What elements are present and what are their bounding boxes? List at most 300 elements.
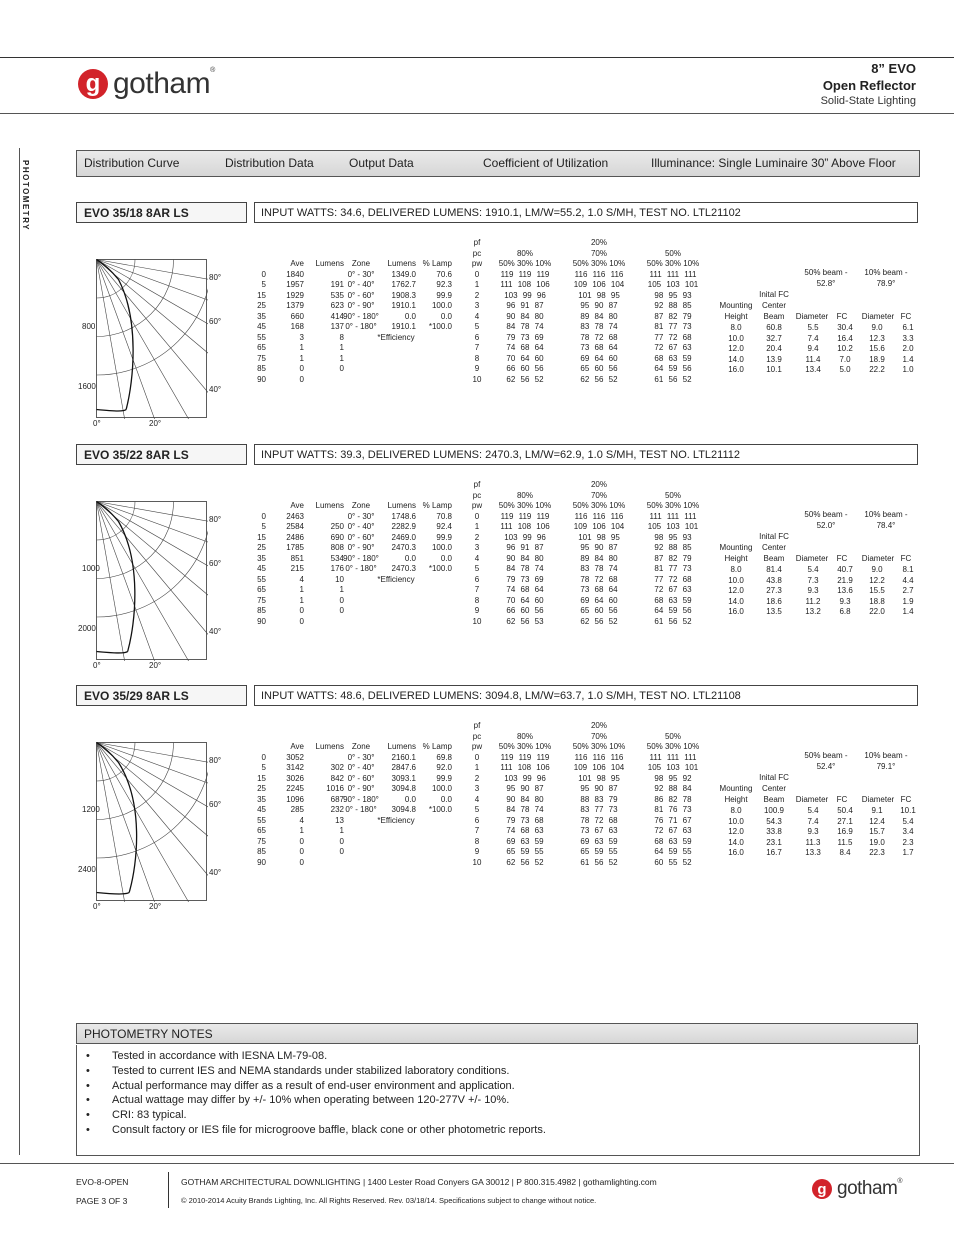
- table-row: [248, 795, 344, 806]
- curve-grid-ray: [97, 260, 209, 360]
- section-info: INPUT WATTS: 48.6, DELIVERED LUMENS: 3094.8, LM/W=63.7, 1.0 S/MH, TEST NO. LTL21108: [254, 685, 918, 706]
- cu-cell: 5: [474, 322, 480, 331]
- illum-cell: 14.0: [728, 596, 744, 606]
- output-header-lamp: % Lamp: [422, 501, 452, 510]
- table-row: [466, 753, 710, 764]
- cu-cell: 86 82 78: [654, 794, 692, 804]
- cu-cell: 96 91 87: [506, 543, 544, 552]
- cu-cell: 61 56 52: [654, 374, 692, 384]
- dist-cell: 842: [330, 773, 344, 783]
- curve-frame: [97, 260, 207, 418]
- illum-h2-beam: Beam: [763, 554, 785, 563]
- cu-sub-header: 50% 30% 10%: [498, 742, 552, 751]
- output-cell: 90° - 180°: [343, 311, 379, 321]
- output-cell: 90° - 180°: [343, 794, 379, 804]
- dist-cell: 85: [257, 847, 266, 856]
- gotham-logo: [78, 67, 215, 101]
- table-row: [466, 617, 710, 628]
- cu-cell: 92 88 85: [654, 301, 692, 310]
- note-item: • Tested in accordance with IESNA LM-79-08.: [112, 1049, 919, 1064]
- curve-grid-ray: [97, 743, 209, 872]
- notes-list: [77, 1049, 919, 1138]
- table-row: [248, 364, 344, 375]
- dist-cell: 55: [257, 574, 266, 584]
- output-cell: 1910.1: [391, 322, 416, 331]
- cu-cell: 73 68 64: [580, 585, 618, 594]
- dist-cell: [304, 512, 344, 523]
- cu-cell: 84 78 74: [506, 564, 544, 573]
- output-header-zone: Zone: [351, 259, 371, 268]
- cu-cell: 77 72 68: [654, 574, 692, 584]
- output-cell: 0° - 40°: [347, 763, 375, 772]
- illum-cell: 9.3: [839, 596, 851, 606]
- dist-cell: 35: [257, 553, 266, 563]
- cu-table: [466, 238, 710, 385]
- dist-header-lumens: Lumens: [315, 501, 344, 510]
- distribution-data-table: [248, 501, 344, 627]
- output-cell: 0° - 40°: [347, 522, 375, 531]
- table-row: [340, 763, 452, 774]
- output-header-zone: Zone: [351, 501, 371, 510]
- dist-cell: 90: [257, 374, 266, 384]
- illum-h1-height: Height: [724, 312, 748, 321]
- section-info: INPUT WATTS: 39.3, DELIVERED LUMENS: 2470.3, LM/W=62.9, 1.0 S/MH, TEST NO. LTL21112: [254, 444, 918, 465]
- illum-h1-height: Height: [724, 795, 748, 804]
- table-row: [248, 826, 344, 837]
- dist-cell: 10: [335, 574, 344, 584]
- cu-cell: 89 84 80: [580, 553, 618, 563]
- table-row: [248, 596, 344, 607]
- cu-cell: 64 59 56: [654, 606, 692, 615]
- cu-pf-label: pf: [473, 721, 481, 730]
- table-row: [340, 322, 452, 333]
- cu-cell: 10: [472, 857, 482, 867]
- side-band: [19, 148, 20, 1155]
- cu-group-header: 80%: [516, 731, 533, 741]
- table-row: [248, 322, 344, 333]
- illum-cell: 5.4: [807, 806, 819, 815]
- output-cell: 1910.1: [391, 301, 416, 310]
- cu-cell: 1: [474, 522, 480, 531]
- cu-group-header: 70%: [590, 490, 607, 500]
- table-row: [248, 522, 344, 533]
- illum-cell: 13.9: [766, 354, 782, 364]
- dist-cell: 45: [257, 564, 266, 573]
- illum-h3-fc: FC: [900, 312, 912, 321]
- illum-h2-center: Center: [761, 301, 786, 310]
- output-cell: *100.0: [428, 322, 452, 331]
- illum-cell: 9.1: [871, 806, 883, 815]
- beam-10-label: 10% beam - 78.4°: [864, 510, 908, 530]
- cu-cell: 84 78 74: [506, 322, 544, 331]
- table-row: [248, 564, 344, 575]
- tab-illuminance: Illuminance: Single Luminaire 30” Above Floor: [651, 156, 896, 170]
- table-row: [340, 805, 452, 816]
- table-row: [340, 753, 452, 764]
- illum-cell: 13.3: [805, 848, 821, 857]
- illuminance-table: [718, 268, 920, 376]
- illum-cell: 60.8: [766, 323, 782, 332]
- illum-cell: 12.3: [869, 333, 885, 343]
- dist-cell: 35: [257, 311, 266, 321]
- output-header-lamp: % Lamp: [422, 259, 452, 268]
- curve-angle-label: 20°: [149, 661, 162, 670]
- footer-copyright: © 2010-2014 Acuity Brands Lighting, Inc. All Rights Reserved. Rev. 03/18/14. Specifications subject to change without notice.: [181, 1196, 597, 1205]
- curve-angle-label: 60°: [209, 317, 222, 326]
- table-row: [248, 280, 344, 291]
- table-row: [466, 606, 710, 617]
- table-row: [466, 774, 710, 785]
- dist-cell: 0: [299, 836, 304, 846]
- cu-cell: 7: [474, 343, 480, 352]
- output-cell: 3094.8: [391, 805, 416, 814]
- distribution-curve: [96, 501, 208, 666]
- dist-cell: 5: [261, 280, 266, 289]
- output-cell: *100.0: [428, 805, 452, 814]
- cu-cell: 1: [474, 763, 480, 772]
- cu-cell: 95 90 87: [580, 543, 618, 552]
- table-row: [466, 837, 710, 848]
- cu-cell: 105 103 101: [647, 763, 699, 772]
- beam-50-label: 50% beam - 52.4°: [804, 751, 848, 771]
- dist-cell: 45: [257, 322, 266, 331]
- dist-cell: 15: [257, 773, 266, 783]
- table-row: [466, 554, 710, 565]
- dist-cell: 3: [299, 332, 304, 342]
- table-row: [466, 795, 710, 806]
- output-cell: 0.0: [404, 311, 416, 321]
- title-block: [821, 60, 916, 108]
- cu-pc-label: pc: [472, 731, 482, 741]
- illum-cell: 11.2: [805, 596, 821, 606]
- illum-cell: 16.7: [766, 848, 782, 857]
- efficiency-note: *Efficiency: [377, 332, 415, 342]
- cu-cell: 72 67 63: [654, 585, 692, 594]
- illum-cell: 50.4: [837, 806, 853, 815]
- dist-header-lumens: Lumens: [315, 259, 344, 268]
- curve-grid-arc: [97, 502, 209, 618]
- dist-cell: [304, 270, 344, 281]
- cu-cell: 103 99 96: [504, 773, 546, 783]
- section-name: EVO 35/29 8AR LS: [76, 685, 247, 706]
- table-row: [718, 586, 920, 597]
- table-row: [466, 847, 710, 858]
- beam-10-label: 10% beam - 79.1°: [864, 751, 908, 771]
- cu-cell: 78 72 68: [580, 574, 618, 584]
- illum-cell: 22.2: [869, 365, 885, 374]
- cu-cell: 88 83 79: [580, 794, 618, 804]
- cu-cell: 116 116 116: [574, 511, 624, 521]
- cu-cell: 116 116 116: [574, 269, 624, 279]
- cu-group-header: 80%: [516, 248, 533, 258]
- illum-cell: 10.0: [728, 575, 744, 585]
- cu-cell: 69 64 60: [580, 353, 618, 363]
- dist-cell: 1: [299, 595, 304, 605]
- cu-cell: 6: [474, 574, 480, 584]
- cu-table: [466, 721, 710, 868]
- output-cell: 0° - 30°: [347, 752, 375, 762]
- curve-radius-label: 800: [82, 322, 96, 331]
- curve-grid-arc: [97, 743, 209, 859]
- cu-sub-header: 50% 30% 10%: [646, 501, 700, 510]
- table-row: [248, 585, 344, 596]
- dist-cell: 232: [330, 805, 344, 814]
- output-header-lamp: % Lamp: [422, 742, 452, 751]
- cu-cell: 3: [474, 784, 480, 793]
- distribution-curve-svg: [96, 742, 208, 902]
- cu-cell: 68 63 59: [654, 595, 692, 605]
- output-cell: 2470.3: [391, 564, 416, 573]
- dist-cell: 75: [257, 595, 266, 605]
- table-row: [466, 291, 710, 302]
- cu-group-header: 70%: [590, 731, 607, 741]
- illum-cell: 21.9: [837, 575, 853, 585]
- illum-cell: 14.0: [728, 354, 744, 364]
- illum-cell: 54.3: [766, 816, 782, 826]
- dist-cell: 0: [261, 269, 266, 279]
- illum-h1-mounting: Mounting: [719, 543, 753, 552]
- dist-cell: 90: [257, 616, 266, 626]
- output-cell: 69.8: [436, 752, 452, 762]
- illum-cell: 9.4: [807, 344, 819, 353]
- cu-cell: 89 84 80: [580, 311, 618, 321]
- dist-cell: 168: [290, 322, 304, 331]
- illum-cell: 16.0: [728, 607, 744, 616]
- curve-angle-label: 80°: [209, 756, 222, 765]
- curve-angle-label: 20°: [149, 902, 162, 911]
- illum-cell: 7.4: [807, 333, 819, 343]
- cu-cell: 6: [474, 815, 480, 825]
- dist-cell: 75: [257, 836, 266, 846]
- cu-cell: 9: [474, 606, 480, 615]
- table-row: [466, 322, 710, 333]
- output-cell: 2469.0: [391, 532, 416, 542]
- table-row: [248, 784, 344, 795]
- output-cell: 0° - 30°: [347, 511, 375, 521]
- illum-cell: 1.7: [902, 848, 914, 857]
- cu-table: [466, 480, 710, 627]
- table-row: [248, 774, 344, 785]
- dist-cell: 1: [299, 826, 304, 835]
- cu-pc-label: pc: [472, 490, 482, 500]
- table-row: [340, 795, 452, 806]
- dist-cell: 0: [339, 606, 344, 615]
- illum-h2-center: Center: [761, 543, 786, 552]
- illum-cell: 16.9: [837, 827, 853, 836]
- cu-cell: 7: [474, 585, 480, 594]
- cu-cell: 0: [474, 269, 480, 279]
- illum-cell: 13.4: [805, 365, 821, 374]
- curve-radius-label: 1600: [78, 382, 96, 391]
- table-row: [466, 816, 710, 827]
- illum-h3-fc: FC: [900, 554, 912, 563]
- dist-cell: 535: [330, 290, 344, 300]
- efficiency-note: *Efficiency: [377, 815, 415, 825]
- cu-cell: 4: [474, 794, 480, 804]
- illum-cell: 2.7: [902, 586, 914, 595]
- table-row: [340, 522, 452, 533]
- table-row: [466, 564, 710, 575]
- illum-cell: 5.4: [807, 565, 819, 574]
- output-cell: 0° - 180°: [345, 805, 377, 814]
- curve-angle-label: 0°: [93, 419, 101, 428]
- table-row: [466, 575, 710, 586]
- dist-cell: 0: [261, 511, 266, 521]
- table-row: [248, 270, 344, 281]
- dist-cell: 0: [339, 836, 344, 846]
- illum-cell: 22.0: [869, 607, 885, 616]
- illum-cell: 13.2: [805, 607, 821, 616]
- illum-cell: 4.4: [902, 575, 914, 585]
- cu-cell: 9: [474, 847, 480, 856]
- dist-cell: 2486: [286, 532, 304, 542]
- cu-cell: 62 56 53: [506, 616, 544, 626]
- curve-grid-arc: [97, 260, 209, 376]
- cu-pw-label: pw: [471, 259, 483, 268]
- cu-cell: 74 68 63: [506, 826, 544, 835]
- cu-cell: 109 106 104: [573, 280, 625, 289]
- table-row: [248, 512, 344, 523]
- illum-h3-diameter: Diameter: [795, 795, 829, 804]
- dist-cell: 1379: [286, 301, 304, 310]
- illum-cell: 43.8: [766, 575, 782, 585]
- dist-cell: 687: [330, 794, 344, 804]
- illum-cell: 16.0: [728, 365, 744, 374]
- table-row: [248, 291, 344, 302]
- cu-cell: 83 78 74: [580, 564, 618, 573]
- illum-cell: 1.4: [902, 354, 914, 364]
- dist-cell: 5: [261, 522, 266, 531]
- curve-radius-label: 1200: [82, 805, 100, 814]
- curve-angle-label: 80°: [209, 515, 222, 524]
- dist-cell: 176: [330, 564, 344, 573]
- output-cell: 0° - 30°: [347, 269, 375, 279]
- table-row: [718, 838, 920, 849]
- cu-group-20: 20%: [590, 238, 607, 247]
- note-item: • Tested to current IES and NEMA standards under stabilized laboratory conditions.: [112, 1064, 919, 1079]
- candela-curve-base: [97, 410, 127, 412]
- output-cell: 100.0: [431, 784, 452, 793]
- dist-cell: 660: [290, 311, 304, 321]
- cu-cell: 2: [474, 532, 480, 542]
- table-row: [718, 827, 920, 838]
- dist-cell: 215: [290, 564, 304, 573]
- curve-grid-ray: [97, 743, 197, 903]
- cu-cell: 4: [474, 311, 480, 321]
- dist-cell: 1016: [326, 784, 344, 793]
- table-row: [466, 533, 710, 544]
- illum-cell: 33.8: [766, 827, 782, 836]
- cu-cell: 3: [474, 543, 480, 552]
- curve-radius-label: 2400: [78, 865, 96, 874]
- dist-cell: [304, 617, 344, 628]
- cu-cell: 62 56 52: [506, 857, 544, 867]
- dist-cell: [304, 753, 344, 764]
- curve-grid-ray: [97, 260, 197, 420]
- footer-logo-word: gotham: [837, 1178, 898, 1199]
- cu-cell: 78 72 68: [580, 815, 618, 825]
- cu-cell: 87 82 79: [654, 553, 692, 563]
- output-header-lumens: Lumens: [387, 742, 416, 751]
- dist-cell: 0: [339, 595, 344, 605]
- dist-cell: 65: [257, 343, 266, 352]
- distribution-data-table: [248, 742, 344, 868]
- table-row: [718, 344, 920, 355]
- tab-distribution-data: Distribution Data: [225, 156, 314, 170]
- table-row: [466, 312, 710, 323]
- tab-output-data: Output Data: [349, 156, 414, 170]
- dist-cell: 65: [257, 585, 266, 594]
- illum-h1-mounting: Mounting: [719, 784, 753, 793]
- output-cell: 1349.0: [391, 269, 416, 279]
- cu-cell: 96 91 87: [506, 301, 544, 310]
- dist-cell: 2245: [286, 784, 304, 793]
- output-cell: 0° - 180°: [345, 564, 377, 573]
- dist-cell: 65: [257, 826, 266, 835]
- cu-cell: 111 108 106: [500, 280, 550, 289]
- illum-cell: 1.4: [902, 607, 914, 616]
- cu-cell: 98 95 93: [654, 532, 692, 542]
- note-item: • CRI: 83 typical.: [112, 1108, 919, 1123]
- curve-angle-label: 80°: [209, 273, 222, 282]
- dist-cell: 45: [257, 805, 266, 814]
- illum-cell: 7.0: [839, 354, 851, 364]
- dist-cell: 0: [299, 857, 304, 867]
- curve-grid-ray: [97, 502, 209, 655]
- output-cell: 0.0: [440, 794, 452, 804]
- cu-group-header: 50%: [664, 731, 681, 741]
- cu-sub-header: 50% 30% 10%: [498, 501, 552, 510]
- cu-cell: 74 68 64: [506, 343, 544, 352]
- illum-cell: 8.1: [902, 565, 914, 574]
- table-row: [248, 354, 344, 365]
- tab-coefficient-of-utilization: Coefficient of Utilization: [483, 156, 609, 170]
- illum-cell: 2.0: [902, 344, 914, 353]
- table-row: [248, 805, 344, 816]
- dist-cell: 15: [257, 532, 266, 542]
- table-row: [466, 280, 710, 291]
- illum-h2-center: Center: [761, 784, 786, 793]
- dist-cell: 0: [261, 752, 266, 762]
- cu-cell: 95 90 87: [580, 301, 618, 310]
- curve-radius-label: 2000: [78, 624, 96, 633]
- output-cell: 1748.6: [391, 511, 416, 521]
- dist-cell: 15: [257, 290, 266, 300]
- table-row: [466, 826, 710, 837]
- curve-grid-ray: [97, 502, 209, 602]
- cu-cell: 64 59 55: [654, 847, 692, 856]
- table-row: [340, 784, 452, 795]
- output-cell: 0.0: [404, 794, 416, 804]
- curve-grid-ray: [97, 260, 132, 420]
- output-cell: 3093.1: [391, 773, 416, 783]
- curve-grid-ray: [97, 743, 209, 843]
- dist-cell: 1957: [286, 280, 304, 289]
- output-cell: 100.0: [431, 301, 452, 310]
- illum-cell: 11.5: [837, 837, 853, 847]
- beam-50-label: 50% beam - 52.0°: [804, 510, 848, 530]
- dist-cell: 808: [330, 543, 344, 552]
- table-row: [466, 543, 710, 554]
- cu-cell: 90 84 80: [506, 311, 544, 321]
- table-row: [466, 343, 710, 354]
- table-row: [248, 753, 344, 764]
- dist-cell: 1: [339, 353, 344, 363]
- cu-cell: 90 84 80: [506, 794, 544, 804]
- illum-h3-fc: FC: [836, 312, 848, 321]
- dist-cell: 25: [257, 784, 266, 793]
- cu-cell: 92 88 85: [654, 543, 692, 552]
